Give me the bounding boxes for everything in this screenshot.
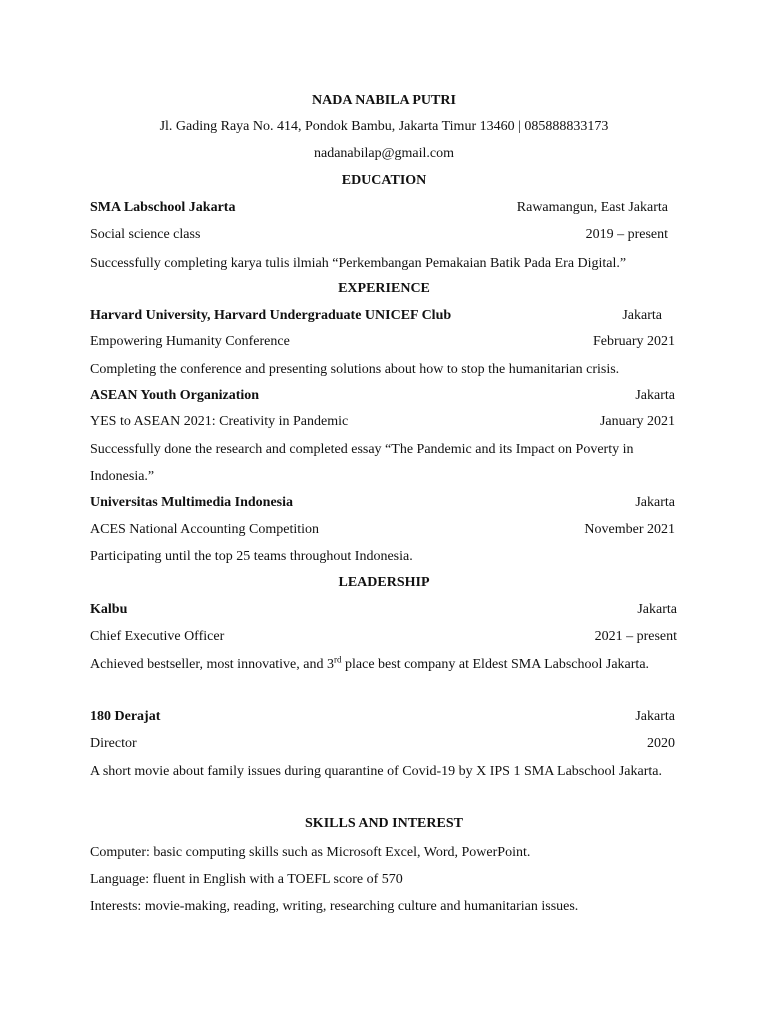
leadership-date: 2020: [647, 736, 675, 751]
leadership-org: Kalbu: [90, 602, 128, 617]
leadership-heading: LEADERSHIP: [338, 575, 430, 590]
candidate-name: NADA NABILA PUTRI: [312, 93, 456, 108]
school-location: Rawamangun, East Jakarta: [516, 200, 668, 215]
leadership-title-row: [90, 736, 678, 756]
email-address: nadanabilap@gmail.com: [313, 146, 454, 161]
experience-title: Empowering Humanity Conference: [90, 334, 290, 349]
experience-title-row: [90, 334, 678, 354]
leadership-description: [90, 651, 680, 678]
leadership-title-row: [90, 629, 678, 649]
experience-heading: EXPERIENCE: [338, 281, 430, 296]
leadership-title: Director: [90, 736, 137, 751]
education-note: Successfully completing karya tulis ilmiah “Perkembangan Pemakaian Batik Pada Era Digital.”: [90, 256, 627, 271]
leadership-org-row: [90, 602, 678, 622]
experience-description: Completing the conference and presenting solutions about how to stop the humanitarian crisis.: [90, 362, 620, 377]
ordinal-suffix: rd: [334, 654, 342, 665]
experience-location: Jakarta: [635, 495, 675, 510]
program-dates: 2019 – present: [585, 227, 668, 242]
experience-date: November 2021: [584, 522, 675, 537]
skills-language: Language: fluent in English with a TOEFL score of 570: [90, 872, 403, 887]
experience-org-row: [90, 495, 678, 515]
school-name: SMA Labschool Jakarta: [90, 200, 236, 215]
description-text: Achieved bestseller, most innovative, and 3: [90, 657, 334, 672]
skills-computer: Computer: basic computing skills such as Microsoft Excel, Word, PowerPoint.: [90, 845, 531, 860]
experience-date: January 2021: [599, 414, 675, 429]
leadership-location: Jakarta: [637, 602, 677, 617]
experience-title-row: [90, 522, 678, 542]
experience-title-row: [90, 414, 678, 434]
experience-org-row: [90, 388, 678, 408]
skills-heading: SKILLS AND INTEREST: [305, 816, 463, 831]
leadership-org: 180 Derajat: [90, 709, 161, 724]
description-text: place best company at Eldest SMA Labschool Jakarta.: [341, 657, 650, 672]
education-heading: EDUCATION: [341, 173, 427, 188]
contact-line: Jl. Gading Raya No. 414, Pondok Bambu, Jakarta Timur 13460 | 085888833173: [159, 119, 609, 134]
experience-org: ASEAN Youth Organization: [90, 388, 260, 403]
experience-location: Jakarta: [635, 388, 675, 403]
experience-org: Harvard University, Harvard Undergraduate UNICEF Club: [90, 308, 452, 323]
experience-title: ACES National Accounting Competition: [90, 522, 320, 537]
skills-interests: Interests: movie-making, reading, writing, researching culture and humanitarian issues.: [90, 899, 579, 914]
experience-date: February 2021: [592, 334, 675, 349]
experience-location: Jakarta: [622, 308, 662, 323]
program-name: Social science class: [90, 227, 201, 242]
experience-description: Successfully done the research and completed essay “The Pandemic and its Impact on Poverty in Indonesia.”: [90, 442, 634, 484]
experience-org-row: [90, 308, 678, 328]
leadership-location: Jakarta: [635, 709, 675, 724]
education-school-row: [90, 200, 678, 220]
leadership-org-row: [90, 709, 678, 729]
leadership-date: 2021 – present: [594, 629, 677, 644]
leadership-title: Chief Executive Officer: [90, 629, 225, 644]
experience-description: Participating until the top 25 teams throughout Indonesia.: [90, 549, 413, 564]
experience-org: Universitas Multimedia Indonesia: [90, 495, 294, 510]
education-program-row: [90, 227, 678, 247]
leadership-description: A short movie about family issues during quarantine of Covid-19 by X IPS 1 SMA Labschool Jakarta.: [90, 764, 662, 779]
experience-title: YES to ASEAN 2021: Creativity in Pandemic: [90, 414, 349, 429]
